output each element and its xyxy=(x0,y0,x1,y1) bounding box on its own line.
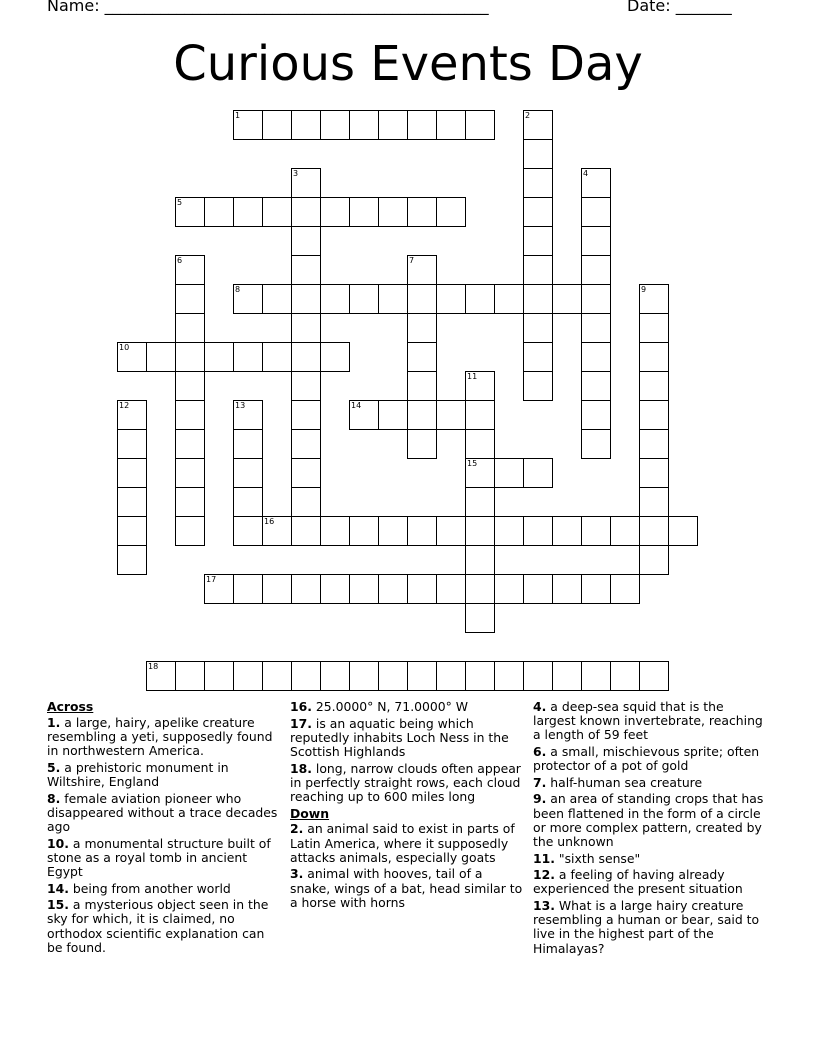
grid-cell[interactable] xyxy=(436,284,466,314)
grid-cell[interactable] xyxy=(349,574,379,604)
grid-cell[interactable] xyxy=(581,284,611,314)
grid-cell[interactable] xyxy=(436,110,466,140)
grid-cell[interactable] xyxy=(204,574,234,604)
clue-down-4: 4. a deep-sea squid that is the largest known invertebrate, reaching a length of 59 feet xyxy=(533,699,763,743)
grid-cell[interactable] xyxy=(581,400,611,430)
grid-cell[interactable] xyxy=(291,429,321,459)
worksheet-header xyxy=(0,0,816,22)
grid-cell[interactable] xyxy=(175,284,205,314)
grid-cell[interactable] xyxy=(610,661,640,691)
clue-column-2 xyxy=(290,700,526,912)
grid-cell[interactable] xyxy=(117,516,147,546)
grid-cell[interactable] xyxy=(320,110,350,140)
clue-down-6: 6. a small, mischievous sprite; often protector of a pot of gold xyxy=(533,744,760,774)
clue-across-14: 14. being from another world xyxy=(47,880,231,896)
clue-down-3: 3. animal with hooves, tail of a snake, wings of a bat, head similar to a horse with horns xyxy=(290,866,523,910)
grid-cell[interactable] xyxy=(378,110,408,140)
grid-cell[interactable] xyxy=(291,371,321,401)
grid-cell[interactable] xyxy=(523,342,553,372)
grid-cell[interactable] xyxy=(349,661,379,691)
grid-cell[interactable] xyxy=(436,400,466,430)
grid-cell[interactable] xyxy=(494,516,524,546)
grid-cell[interactable] xyxy=(291,342,321,372)
clue-number: 16 xyxy=(264,517,275,526)
grid-cell[interactable] xyxy=(233,400,263,430)
grid-cell[interactable] xyxy=(523,110,553,140)
grid-cell[interactable] xyxy=(378,661,408,691)
grid-cell[interactable] xyxy=(291,661,321,691)
grid-cell[interactable] xyxy=(465,110,495,140)
clue-number: 2 xyxy=(525,111,531,120)
grid-cell[interactable] xyxy=(581,197,611,227)
clue-down-13: 13. What is a large hairy creature resembling a human or bear, said to live in the highest part of the Himalayas? xyxy=(533,897,760,956)
clue-number: 7 xyxy=(409,256,415,265)
grid-cell[interactable] xyxy=(262,661,292,691)
grid-cell[interactable] xyxy=(581,255,611,285)
grid-cell[interactable] xyxy=(639,487,669,517)
grid-cell[interactable] xyxy=(610,574,640,604)
grid-cell[interactable] xyxy=(204,342,234,372)
clue-number: 17 xyxy=(206,575,217,584)
grid-cell[interactable] xyxy=(233,458,263,488)
grid-cell[interactable] xyxy=(581,371,611,401)
grid-cell[interactable] xyxy=(494,661,524,691)
grid-cell[interactable] xyxy=(523,226,553,256)
grid-cell[interactable] xyxy=(639,458,669,488)
clue-across-10: 10. a monumental structure built of stone as a royal tomb in ancient Egypt xyxy=(47,835,271,879)
grid-cell[interactable] xyxy=(407,400,437,430)
clue-across-17: 17. is an aquatic being which reputedly inhabits Loch Ness in the Scottish Highlands xyxy=(290,715,509,759)
clue-number: 18 xyxy=(148,662,159,671)
grid-cell[interactable] xyxy=(117,342,147,372)
clue-number: 8 xyxy=(235,285,241,294)
grid-cell[interactable] xyxy=(407,516,437,546)
grid-cell[interactable] xyxy=(291,197,321,227)
grid-cell[interactable] xyxy=(465,458,495,488)
grid-cell[interactable] xyxy=(349,197,379,227)
grid-cell[interactable] xyxy=(175,458,205,488)
grid-cell[interactable] xyxy=(436,661,466,691)
grid-cell[interactable] xyxy=(523,255,553,285)
grid-cell[interactable] xyxy=(175,429,205,459)
clue-number: 5 xyxy=(177,198,183,207)
grid-cell[interactable] xyxy=(378,516,408,546)
grid-cell[interactable] xyxy=(494,458,524,488)
grid-cell[interactable] xyxy=(639,545,669,575)
clue-down-7: 7. half-human sea creature xyxy=(533,774,703,790)
across-heading: Across xyxy=(47,699,94,714)
grid-cell[interactable] xyxy=(291,400,321,430)
grid-cell[interactable] xyxy=(465,284,495,314)
grid-cell[interactable] xyxy=(117,429,147,459)
grid-cell[interactable] xyxy=(320,342,350,372)
grid-cell[interactable] xyxy=(639,661,669,691)
grid-cell[interactable] xyxy=(552,516,582,546)
grid-cell[interactable] xyxy=(407,313,437,343)
grid-cell[interactable] xyxy=(465,429,495,459)
grid-cell[interactable] xyxy=(407,371,437,401)
grid-cell[interactable] xyxy=(581,168,611,198)
grid-cell[interactable] xyxy=(465,574,495,604)
grid-cell[interactable] xyxy=(581,342,611,372)
clue-across-8: 8. female aviation pioneer who disappeared without a trace decades ago xyxy=(47,790,278,834)
clue-across-15: 15. a mysterious object seen in the sky for which, it is claimed, no orthodox scientific explanation can be found. xyxy=(47,897,269,955)
grid-cell[interactable] xyxy=(291,313,321,343)
clue-number: 4 xyxy=(583,169,589,178)
grid-cell[interactable] xyxy=(175,400,205,430)
grid-cell[interactable] xyxy=(581,313,611,343)
grid-cell[interactable] xyxy=(291,487,321,517)
grid-cell[interactable] xyxy=(378,284,408,314)
grid-cell[interactable] xyxy=(407,661,437,691)
clue-down-9: 9. an area of standing crops that has been flattened in the form of a circle or more complex pattern, created by the unknown xyxy=(533,791,764,849)
clue-number: 14 xyxy=(351,401,362,410)
grid-cell[interactable] xyxy=(233,661,263,691)
grid-cell[interactable] xyxy=(523,371,553,401)
name-label: Name: ________________________________________________ xyxy=(47,0,489,15)
grid-cell[interactable] xyxy=(320,661,350,691)
grid-cell[interactable] xyxy=(639,429,669,459)
grid-cell[interactable] xyxy=(465,371,495,401)
grid-cell[interactable] xyxy=(204,661,234,691)
clue-column-1 xyxy=(47,700,283,957)
grid-cell[interactable] xyxy=(175,197,205,227)
grid-cell[interactable] xyxy=(349,400,379,430)
grid-cell[interactable] xyxy=(233,342,263,372)
grid-cell[interactable] xyxy=(117,545,147,575)
grid-cell[interactable] xyxy=(233,487,263,517)
grid-cell[interactable] xyxy=(436,197,466,227)
grid-cell[interactable] xyxy=(639,284,669,314)
grid-cell[interactable] xyxy=(581,661,611,691)
grid-cell[interactable] xyxy=(552,661,582,691)
grid-cell[interactable] xyxy=(349,110,379,140)
grid-cell[interactable] xyxy=(378,400,408,430)
grid-cell[interactable] xyxy=(175,313,205,343)
grid-cell[interactable] xyxy=(117,487,147,517)
grid-cell[interactable] xyxy=(262,516,292,546)
grid-cell[interactable] xyxy=(581,226,611,256)
grid-cell[interactable] xyxy=(639,516,669,546)
clue-across-16: 16. 25.0000° N, 71.0000° W xyxy=(290,699,469,714)
grid-cell[interactable] xyxy=(581,429,611,459)
date-label: Date: _______ xyxy=(627,0,732,15)
grid-cell[interactable] xyxy=(523,574,553,604)
grid-cell[interactable] xyxy=(117,400,147,430)
grid-cell[interactable] xyxy=(407,197,437,227)
grid-cell[interactable] xyxy=(581,516,611,546)
grid-cell[interactable] xyxy=(175,487,205,517)
grid-cell[interactable] xyxy=(320,197,350,227)
grid-cell[interactable] xyxy=(407,255,437,285)
grid-cell[interactable] xyxy=(233,110,263,140)
grid-cell[interactable] xyxy=(523,313,553,343)
grid-cell[interactable] xyxy=(552,284,582,314)
clue-down-12: 12. a feeling of having already experienced the present situation xyxy=(533,867,743,897)
grid-cell[interactable] xyxy=(233,284,263,314)
grid-cell[interactable] xyxy=(378,574,408,604)
grid-cell[interactable] xyxy=(204,197,234,227)
clue-number: 6 xyxy=(177,256,183,265)
grid-cell[interactable] xyxy=(262,284,292,314)
grid-cell[interactable] xyxy=(639,313,669,343)
grid-cell[interactable] xyxy=(146,342,176,372)
grid-cell[interactable] xyxy=(407,284,437,314)
grid-cell[interactable] xyxy=(233,429,263,459)
grid-cell[interactable] xyxy=(523,139,553,169)
grid-cell[interactable] xyxy=(523,197,553,227)
grid-cell[interactable] xyxy=(291,284,321,314)
clue-number: 1 xyxy=(235,111,241,120)
grid-cell[interactable] xyxy=(117,458,147,488)
grid-cell[interactable] xyxy=(175,342,205,372)
clue-number: 11 xyxy=(467,372,478,381)
grid-cell[interactable] xyxy=(291,226,321,256)
grid-cell[interactable] xyxy=(610,516,640,546)
clue-across-18: 18. long, narrow clouds often appear in perfectly straight rows, each cloud reaching up to 600 miles long xyxy=(290,760,521,804)
grid-cell[interactable] xyxy=(494,284,524,314)
grid-cell[interactable] xyxy=(175,371,205,401)
grid-cell[interactable] xyxy=(262,197,292,227)
grid-cell[interactable] xyxy=(146,661,176,691)
clue-number: 3 xyxy=(293,169,299,178)
grid-cell[interactable] xyxy=(494,574,524,604)
grid-cell[interactable] xyxy=(523,516,553,546)
grid-cell[interactable] xyxy=(465,400,495,430)
grid-cell[interactable] xyxy=(233,516,263,546)
grid-cell[interactable] xyxy=(436,574,466,604)
grid-cell[interactable] xyxy=(291,516,321,546)
grid-cell[interactable] xyxy=(436,516,466,546)
grid-cell[interactable] xyxy=(320,574,350,604)
grid-cell[interactable] xyxy=(320,516,350,546)
grid-cell[interactable] xyxy=(639,342,669,372)
grid-cell[interactable] xyxy=(581,574,611,604)
grid-cell[interactable] xyxy=(523,661,553,691)
clue-number: 15 xyxy=(467,459,478,468)
clue-down-11: 11. "sixth sense" xyxy=(533,850,641,866)
clue-down-2: 2. an animal said to exist in parts of Latin America, where it supposedly attacks animals, especially goats xyxy=(290,821,515,865)
grid-cell[interactable] xyxy=(407,110,437,140)
grid-cell[interactable] xyxy=(349,284,379,314)
grid-cell[interactable] xyxy=(407,429,437,459)
grid-cell[interactable] xyxy=(291,458,321,488)
page-title: Curious Events Day xyxy=(173,36,643,92)
grid-cell[interactable] xyxy=(407,342,437,372)
grid-cell[interactable] xyxy=(291,110,321,140)
grid-cell[interactable] xyxy=(639,400,669,430)
grid-cell[interactable] xyxy=(407,574,437,604)
grid-cell[interactable] xyxy=(639,371,669,401)
clue-number: 12 xyxy=(119,401,130,410)
grid-cell[interactable] xyxy=(465,661,495,691)
clue-number: 13 xyxy=(235,401,246,410)
clue-number: 9 xyxy=(641,285,647,294)
grid-cell[interactable] xyxy=(523,458,553,488)
grid-cell[interactable] xyxy=(552,574,582,604)
clue-across-1: 1. a large, hairy, apelike creature resembling a yeti, supposedly found in northwestern America. xyxy=(47,714,273,759)
grid-cell[interactable] xyxy=(175,255,205,285)
clue-number: 10 xyxy=(119,343,130,352)
grid-cell[interactable] xyxy=(465,545,495,575)
grid-cell[interactable] xyxy=(465,603,495,633)
grid-cell[interactable] xyxy=(523,168,553,198)
grid-cell[interactable] xyxy=(465,516,495,546)
grid-cell[interactable] xyxy=(291,168,321,198)
grid-cell[interactable] xyxy=(175,516,205,546)
grid-cell[interactable] xyxy=(175,661,205,691)
grid-cell[interactable] xyxy=(262,110,292,140)
grid-cell[interactable] xyxy=(233,574,263,604)
clue-across-5: 5. a prehistoric monument in Wiltshire, England xyxy=(47,759,229,789)
grid-cell[interactable] xyxy=(349,516,379,546)
grid-cell[interactable] xyxy=(523,284,553,314)
grid-cell[interactable] xyxy=(320,284,350,314)
grid-cell[interactable] xyxy=(668,516,698,546)
grid-cell[interactable] xyxy=(291,255,321,285)
grid-cell[interactable] xyxy=(262,574,292,604)
clue-column-3 xyxy=(533,700,769,958)
down-heading: Down xyxy=(290,805,330,821)
grid-cell[interactable] xyxy=(233,197,263,227)
grid-cell[interactable] xyxy=(378,197,408,227)
grid-cell[interactable] xyxy=(291,574,321,604)
grid-cell[interactable] xyxy=(465,487,495,517)
grid-cell[interactable] xyxy=(262,342,292,372)
